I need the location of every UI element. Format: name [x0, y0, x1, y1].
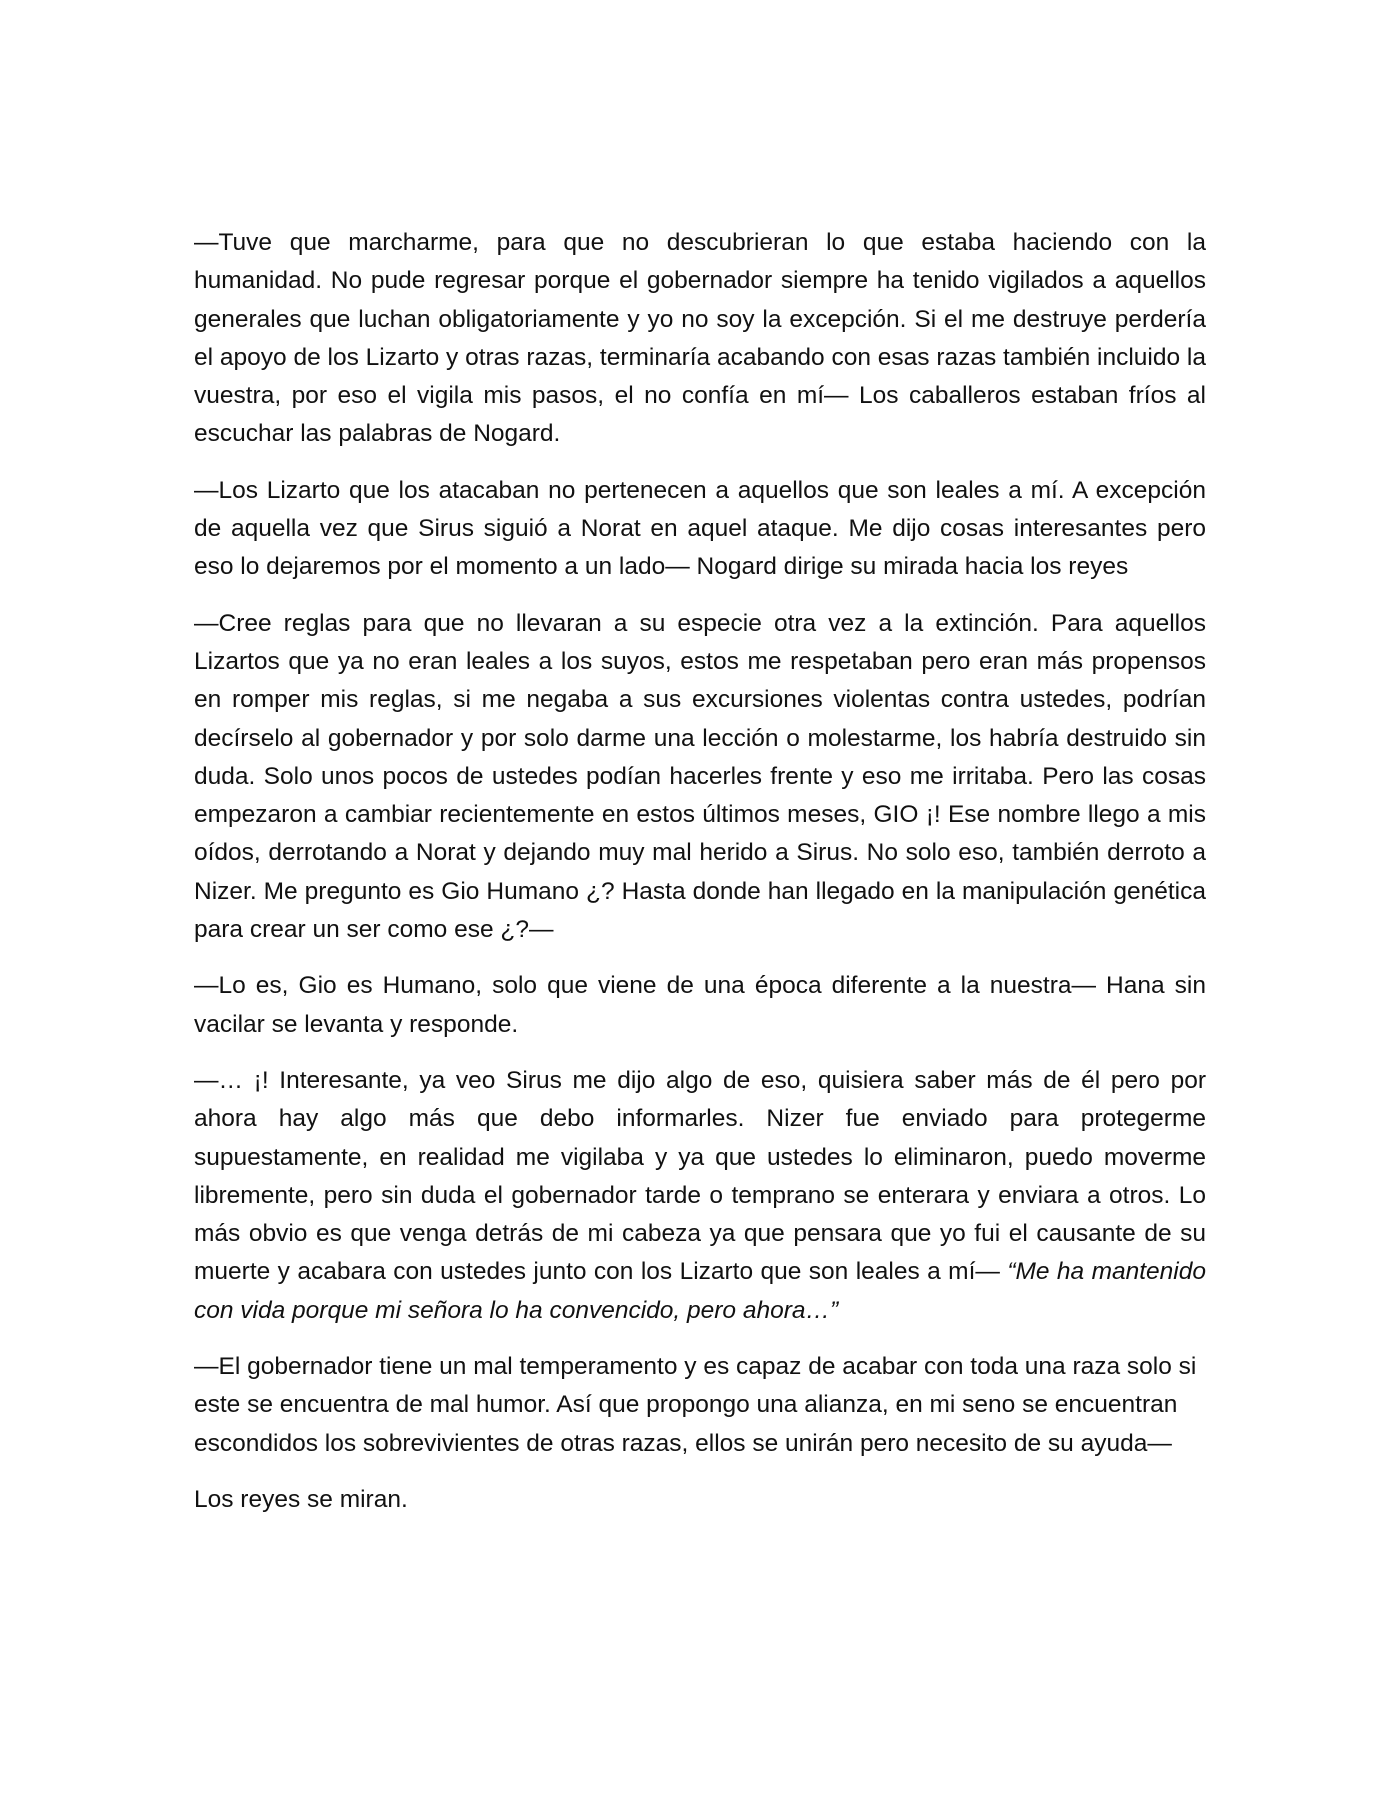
paragraph-4: —Lo es, Gio es Humano, solo que viene de una época diferente a la nuestra— Hana sin vacilar se levanta y responde. [194, 972, 1206, 1038]
document-body [194, 224, 1206, 1537]
paragraph-1: —Tuve que marcharme, para que no descubrieran lo que estaba haciendo con la humanidad. No pude regresar porque el gobernador siempre ha tenido vigilados a aquellos generales que luchan obligatoriamente y yo no soy la excepción. Si el me destruye perdería el apoyo de los Lizarto y otras razas, terminaría acabando con esas razas también incluido la vuestra, por eso el vigila mis pasos, el no confía en mí— Los caballeros estaban fríos al escuchar las palabras de Nogard. [194, 229, 1206, 448]
paragraph-6: —El gobernador tiene un mal temperamento y es capaz de acabar con toda una raza solo si este se encuentra de mal humor. Así que propongo una alianza, en mi seno se encuentran escondidos los sobrevivientes de otras razas, ellos se unirán pero necesito de su ayuda— [194, 1353, 1197, 1457]
paragraph-5-italic-thought: “Me ha mantenido con vida porque mi señora lo ha convencido, pero ahora…” [194, 1258, 1206, 1324]
paragraph-3: —Cree reglas para que no llevaran a su especie otra vez a la extinción. Para aquellos Lizartos que ya no eran leales a los suyos, estos me respetaban pero eran más propensos en romper mis reglas, si me negaba a sus excursiones violentas contra ustedes, podrían decírselo al gobernador y por solo darme una lección o molestarme, los habría destruido sin duda. Solo unos pocos de ustedes podían hacerles frente y eso me irritaba. Pero las cosas empezaron a cambiar recientemente en estos últimos meses, GIO ¡! Ese nombre llego a mis oídos, derrotando a Norat y dejando muy mal herido a Sirus. No solo eso, también derroto a Nizer. Me pregunto es Gio Humano ¿? Hasta donde han llegado en la manipulación genética para crear un ser como ese ¿?— [194, 609, 1206, 944]
paragraph-5 [194, 1062, 1206, 1330]
paragraph-2: —Los Lizarto que los atacaban no pertenecen a aquellos que son leales a mí. A excepción de aquella vez que Sirus siguió a Norat en aquel ataque. Me dijo cosas interesantes pero eso lo dejaremos por el momento a un lado— Nogard dirige su mirada hacia los reyes [194, 476, 1206, 581]
paragraph-7: Los reyes se miran. [194, 1485, 408, 1513]
paragraph-5-text: —… ¡! Interesante, ya veo Sirus me dijo algo de eso, quisiera saber más de él pero por ahora hay algo más que debo informarles. Nizer fue enviado para protegerme supuestamente, en realidad me vigilaba y ya que ustedes lo eliminaron, puedo moverme libremente, pero sin duda el gobernador tarde o temprano se enterara y enviara a otros. Lo más obvio es que venga detrás de mi cabeza ya que pensara que yo fui el causante de su muerte y acabara con ustedes junto con los Lizarto que son leales a mí— [194, 1066, 1206, 1286]
